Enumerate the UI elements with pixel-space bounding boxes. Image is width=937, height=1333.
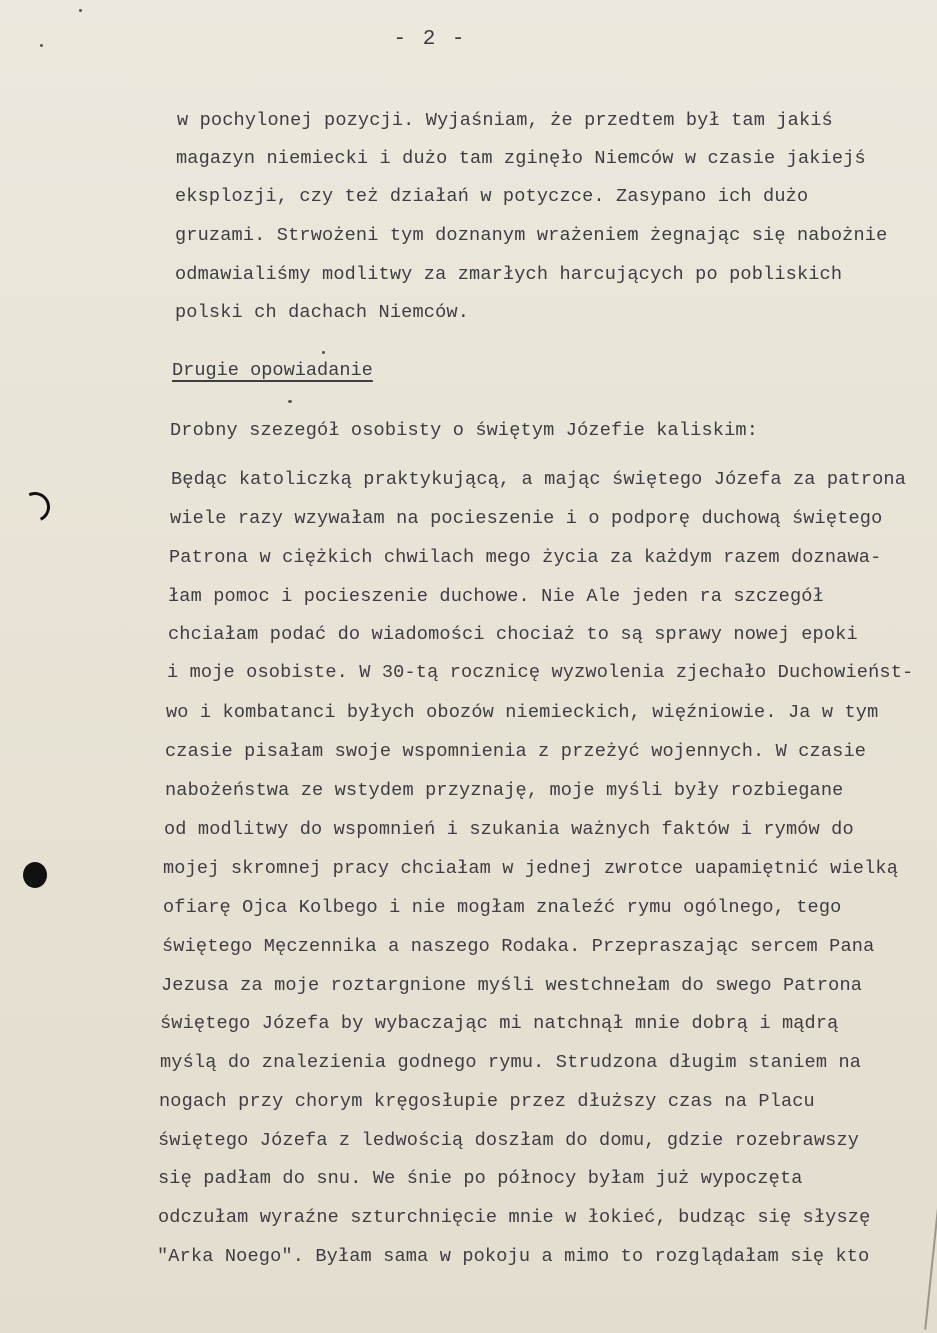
text-line: świętego Józefa z ledwością doszłam do domu, gdzie rozebrawszy [158,1130,860,1151]
text-line: eksplozji, czy też działań w potyczce. Zasypano ich dużo [175,186,809,207]
punch-hole-icon [23,862,47,888]
text-line: wiele razy wzywałam na pocieszenie i o podporę duchową świętego [170,508,883,529]
text-line: Jezusa za moje roztargnione myśli westchnełam do swego Patrona [161,975,863,996]
text-line: i moje osobiste. W 30-tą rocznicę wyzwolenia zjechało Duchowieńst- [167,662,914,683]
speck-icon [40,44,43,47]
binding-mark-icon [16,488,54,526]
text-line: wo i kombatanci byłych obozów niemieckich, więźniowie. Ja w tym [166,702,879,723]
subtitle: Drobny szezegół osobisty o świętym Józefie kaliskim: [170,420,759,441]
speck-icon [79,9,82,12]
text-line: magazyn niemiecki i dużo tam zginęło Niemców w czasie jakiejś [176,148,866,169]
text-line: polski ch dachach Niemców. [175,302,470,323]
text-line: gruzami. Strwożeni tym doznanym wrażeniem żegnając się nabożnie [175,225,888,246]
text-line: mojej skromnej pracy chciałam w jednej zwrotce uapamiętnić wielką [163,858,899,879]
page-number: - 2 - [393,28,467,51]
text-line: czasie pisałam swoje wspomnienia z przeżyć wojennych. W czasie [165,741,867,762]
page-edge-line [924,1200,937,1329]
text-line: się padłam do snu. We śnie po północy byłam już wypoczęta [158,1168,803,1189]
section-heading: Drugie opowiadanie [172,360,373,381]
text-line: świętego Męczennika a naszego Rodaka. Przepraszając sercem Pana [162,936,875,957]
text-line: od modlitwy do wspomnień i szukania ważnych faktów i rymów do [164,819,854,840]
text-line: chciałam podać do wiadomości chociaż to są sprawy nowej epoki [168,624,858,645]
text-line: ofiarę Ojca Kolbego i nie mogłam znaleźć rymu ogólnego, tego [163,897,842,918]
text-line: nogach przy chorym kręgosłupie przez dłuższy czas na Placu [159,1091,815,1112]
text-line: nabożeństwa ze wstydem przyznaję, moje myśli były rozbiegane [165,780,844,801]
speck-icon [322,351,325,354]
text-line: odczułam wyraźne szturchnięcie mnie w łokieć, budząc się słyszę [158,1207,871,1228]
text-line: świętego Józefa by wybaczając mi natchnął mnie dobrą i mądrą [160,1013,839,1034]
speck-icon [288,400,292,403]
text-line: myślą do znalezienia godnego rymu. Strudzona długim staniem na [160,1052,862,1073]
text-line: Będąc katoliczką praktykującą, a mając świętego Józefa za patrona [171,469,907,490]
text-line: "Arka Noego". Byłam sama w pokoju a mimo to rozglądałam się kto [157,1246,870,1267]
text-line: Patrona w ciężkich chwilach mego życia za każdym razem doznawa- [169,547,882,568]
text-line: odmawialiśmy modlitwy za zmarłych harcujących po pobliskich [175,264,843,285]
text-line: łam pomoc i pocieszenie duchowe. Nie Ale jeden ra szczegół [168,586,824,607]
text-line: w pochylonej pozycji. Wyjaśniam, że przedtem był tam jakiś [177,110,833,131]
